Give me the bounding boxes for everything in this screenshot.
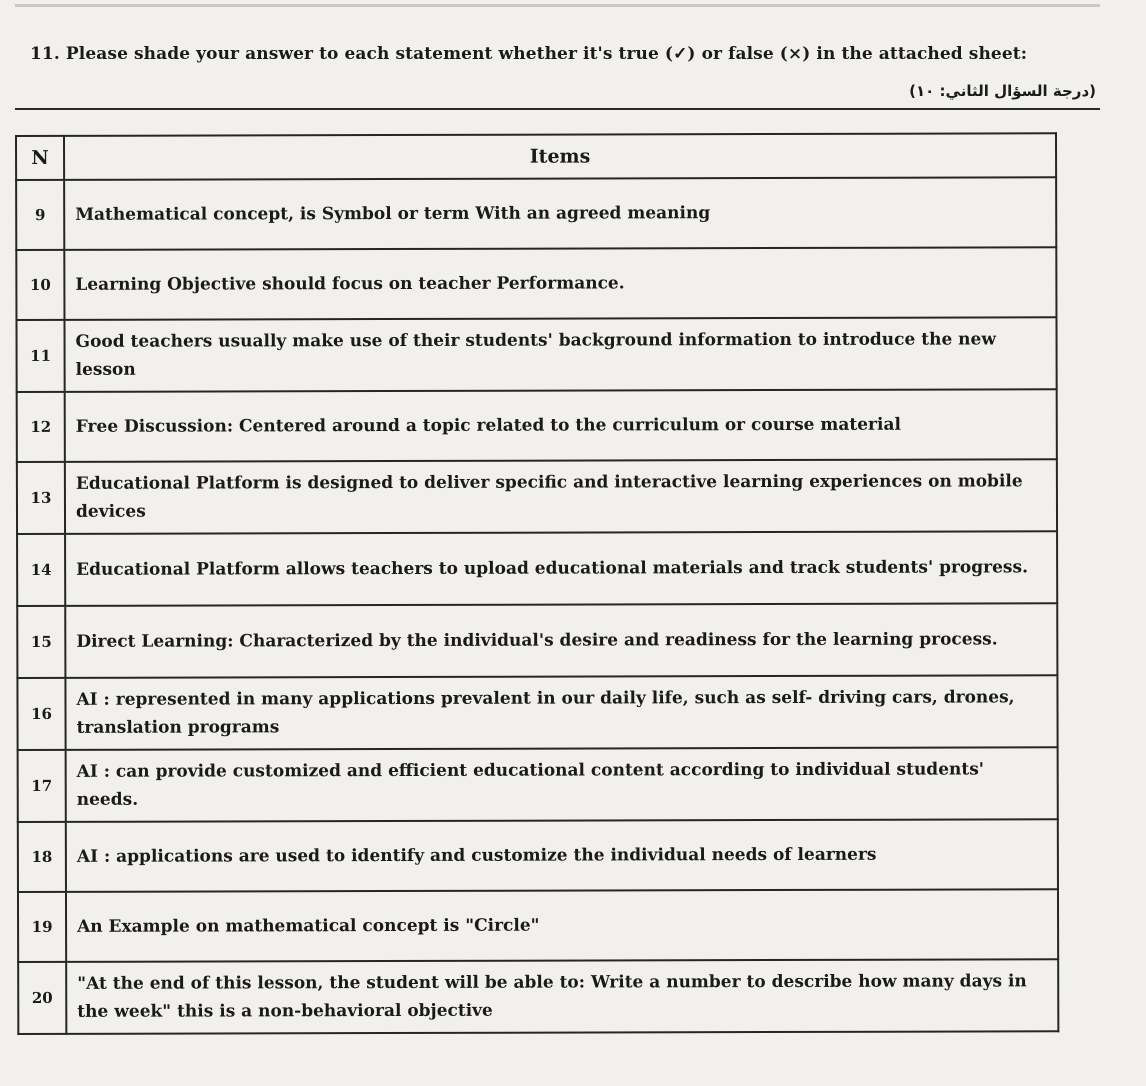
item-statement: Good teachers usually make use of their students' background information to introduce the new lesson: [64, 317, 1056, 392]
number-column-header: N: [16, 136, 64, 180]
item-statement: Direct Learning: Characterized by the individual's desire and readiness for the learning process.: [65, 603, 1057, 678]
question-text: Please shade your answer to each statement whether it's true (✓) or false (×) in the attached sheet:: [65, 44, 1028, 64]
item-statement: AI : represented in many applications prevalent in our daily life, such as self- driving cars, drones, translation programs: [65, 675, 1057, 750]
table-row: [17, 459, 1057, 534]
item-statement: Free Discussion: Centered around a topic related to the curriculum or course material: [65, 389, 1057, 462]
item-number: 12: [17, 392, 65, 462]
question-instruction: [30, 44, 1100, 64]
item-number: 14: [17, 534, 65, 606]
item-statement: Learning Objective should focus on teacher Performance.: [64, 247, 1056, 320]
table-row: [18, 819, 1058, 892]
item-statement: AI : can provide customized and efficient educational content according to individual students' needs.: [66, 747, 1058, 822]
item-statement: An Example on mathematical concept is "Circle": [66, 889, 1058, 962]
table-header-row: [16, 133, 1056, 180]
item-number: 11: [16, 320, 64, 392]
table-row: [18, 747, 1058, 822]
item-number: 15: [17, 606, 65, 678]
header-divider: [15, 108, 1100, 110]
item-number: 18: [18, 822, 66, 892]
question-number: 11.: [30, 44, 60, 64]
item-statement: Educational Platform allows teachers to upload educational materials and track students' progress.: [65, 531, 1057, 606]
table-row: [17, 675, 1057, 750]
table-row: [18, 889, 1058, 962]
table-row: [17, 389, 1057, 462]
table-row: [16, 317, 1056, 392]
items-column-header: Items: [64, 133, 1056, 180]
item-number: 20: [18, 962, 66, 1034]
table-row: [17, 603, 1057, 678]
table-row: [16, 247, 1056, 320]
true-false-items-table: [15, 132, 1059, 1035]
item-number: 17: [18, 750, 66, 822]
question-grade-note: (درجة السؤال الثاني: ١٠): [909, 82, 1096, 100]
item-number: 9: [16, 180, 64, 250]
item-number: 19: [18, 892, 66, 962]
table-row: [17, 531, 1057, 606]
item-statement: Educational Platform is designed to deliver specific and interactive learning experiences on mobile devices: [65, 459, 1057, 534]
item-statement: Mathematical concept, is Symbol or term With an agreed meaning: [64, 177, 1056, 250]
table-row: [16, 177, 1056, 250]
item-statement: "At the end of this lesson, the student will be able to: Write a number to describe how many days in the week" this is a non-behavioral objective: [66, 959, 1058, 1034]
item-number: 10: [16, 250, 64, 320]
item-statement: AI : applications are used to identify and customize the individual needs of learners: [66, 819, 1058, 892]
table-row: [18, 959, 1058, 1034]
item-number: 13: [17, 462, 65, 534]
top-border-line: [15, 4, 1100, 7]
item-number: 16: [17, 678, 65, 750]
